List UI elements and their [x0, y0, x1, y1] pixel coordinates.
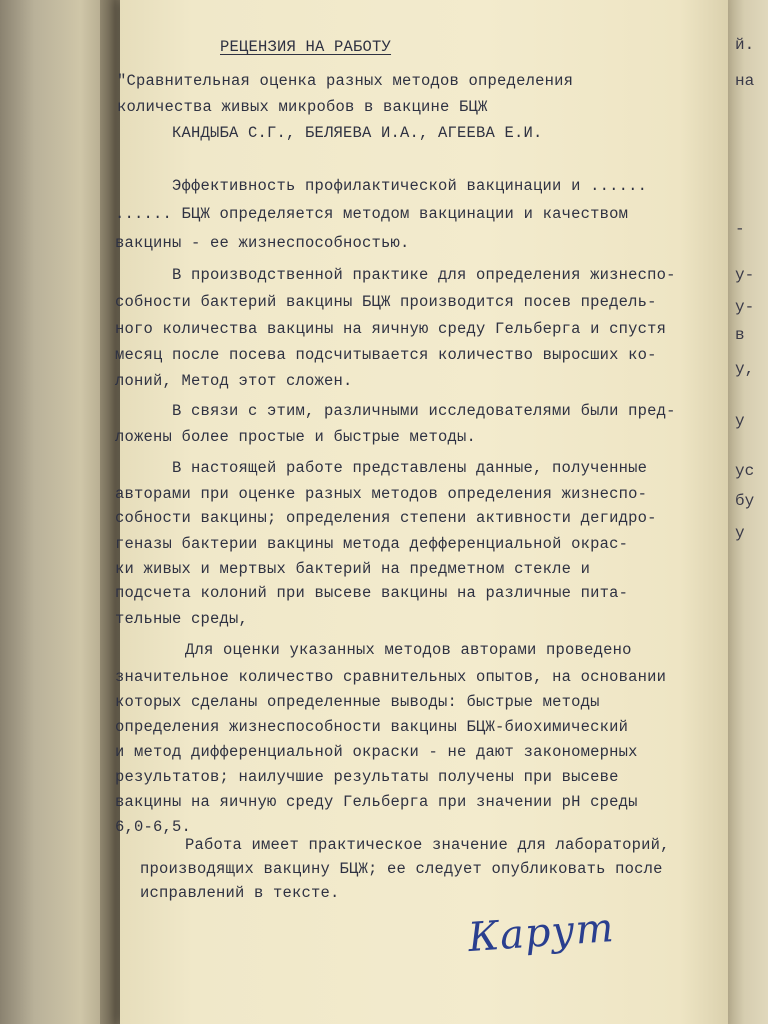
right-page-fragment: бу: [735, 492, 755, 510]
right-page-fragment: у,: [735, 360, 755, 378]
body-line: месяц после посева подсчитывается количество выросших ко-: [115, 346, 657, 364]
right-page-edge: [725, 0, 768, 1024]
work-title-line-2: количества живых микробов в вакцине БЦЖ: [117, 98, 488, 116]
right-page-fragment: на: [735, 72, 755, 90]
right-page-fragment: ус: [735, 462, 755, 480]
body-line: В настоящей работе представлены данные, полученные: [172, 459, 648, 477]
body-line: подсчета колоний при высеве вакцины на различные пита-: [115, 584, 629, 602]
work-title-line-1: "Сравнительная оценка разных методов определения: [117, 72, 574, 90]
right-page-fragment: й.: [735, 36, 755, 54]
body-line: исправлений в тексте.: [140, 884, 340, 902]
body-line: Эффективность профилактической вакцинации и ......: [172, 177, 648, 195]
body-line: собности бактерий вакцины БЦЖ производится посев предель-: [115, 293, 657, 311]
body-line: вакцины на яичную среду Гельберга при значении pH среды: [115, 793, 638, 811]
right-page-fragment: у: [735, 412, 745, 430]
body-line: ложены более простые и быстрые методы.: [115, 428, 477, 446]
authors-line: КАНДЫБА С.Г., БЕЛЯЕВА И.А., АГЕЕВА Е.И.: [172, 124, 543, 142]
body-line: собности вакцины; определения степени активности дегидро-: [115, 509, 657, 527]
right-page-fragment: у: [735, 524, 745, 542]
body-line: авторами при оценке разных методов определения жизнеспо-: [115, 485, 648, 503]
body-line: производящих вакцину БЦЖ; ее следует опубликовать после: [140, 860, 663, 878]
body-line: и метод дифференциальной окраски - не дают закономерных: [115, 743, 638, 761]
body-line: ...... БЦЖ определяется методом вакцинации и качеством: [115, 205, 629, 223]
right-page-fragment: -: [735, 220, 745, 238]
body-line: Работа имеет практическое значение для лабораторий,: [185, 836, 670, 854]
body-line: В производственной практике для определения жизнеспо-: [172, 266, 676, 284]
right-page-fragment: у-: [735, 266, 755, 284]
body-line: Для оценки указанных методов авторами проведено: [185, 641, 632, 659]
body-line: геназы бактерии вакцины метода дефференциальной окрас-: [115, 535, 629, 553]
body-line: ки живых и мертвых бактерий на предметном стекле и: [115, 560, 591, 578]
body-line: тельные среды,: [115, 610, 249, 628]
body-line: определения жизнеспособности вакцины БЦЖ-биохимический: [115, 718, 629, 736]
body-line: В связи с этим, различными исследователями были пред-: [172, 402, 676, 420]
body-line: вакцины - ее жизнеспособностью.: [115, 234, 410, 252]
body-line: лоний, Метод этот сложен.: [115, 372, 353, 390]
body-line: значительное количество сравнительных опытов, на основании: [115, 668, 667, 686]
body-line: результатов; наилучшие результаты получены при высеве: [115, 768, 619, 786]
body-line: которых сделаны определенные выводы: быстрые методы: [115, 693, 600, 711]
body-line: ного количества вакцины на яичную среду Гельберга и спустя: [115, 320, 667, 338]
review-title: РЕЦЕНЗИЯ НА РАБОТУ: [220, 38, 392, 56]
left-page-edge: [0, 0, 115, 1024]
right-page-fragment: у-: [735, 298, 755, 316]
body-line: 6,0-6,5.: [115, 818, 192, 836]
right-page-fragment: в: [735, 326, 745, 344]
handwritten-signature: Карут: [466, 904, 616, 962]
